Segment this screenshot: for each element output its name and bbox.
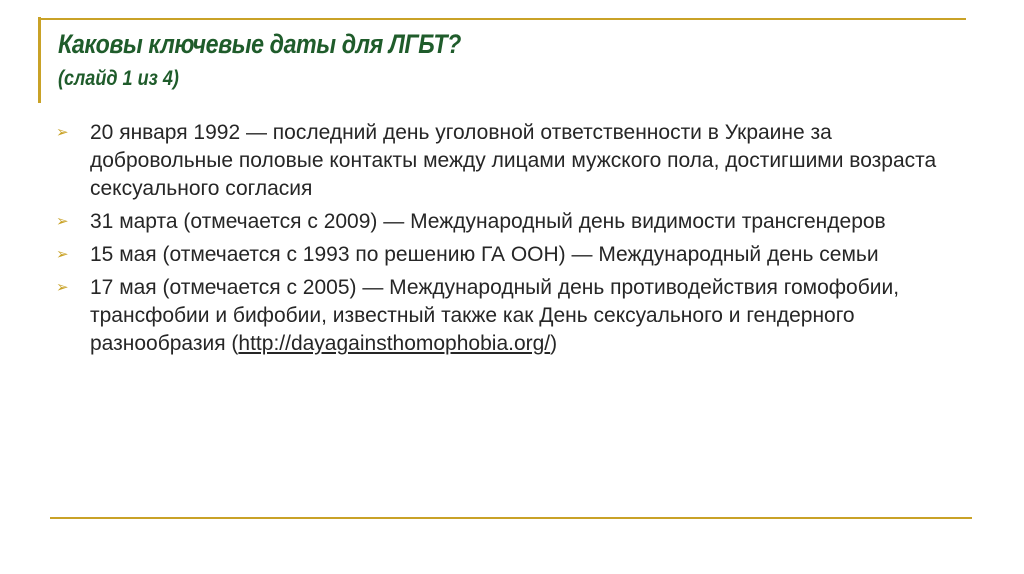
- bullet-item-may-15: [56, 241, 956, 269]
- bullet-text: 31 марта (отмечается с 2009) — Международный день видимости трансгендеров: [90, 210, 886, 233]
- bullet-item-may-17: [56, 274, 956, 358]
- bullet-text: 20 января 1992 — последний день уголовной ответственности в Украине за добровольные половые контакты между лицами мужского пола, достигшими возраста сексуального согласия: [90, 121, 937, 200]
- left-accent-line: [38, 17, 41, 103]
- slide-title: Каковы ключевые даты для ЛГБТ?: [58, 29, 461, 59]
- bullet-text: 17 мая (отмечается с 2005) — Международный день противодействия гомофобии, трансфобии и бифобии, известный также как День сексуального и гендерного разнообразия (: [90, 276, 900, 355]
- arrow-bullet-icon: ➢: [56, 124, 69, 141]
- arrow-bullet-icon: ➢: [56, 246, 69, 263]
- arrow-bullet-icon: ➢: [56, 213, 69, 230]
- arrow-bullet-icon: ➢: [56, 279, 69, 296]
- top-divider-line: [38, 18, 966, 20]
- bullet-list: [56, 119, 956, 363]
- bottom-divider-line: [50, 517, 972, 519]
- bullet-item-jan-20: [56, 119, 956, 203]
- slide-subtitle: (слайд 1 из 4): [58, 67, 179, 90]
- dayagainsthomophobia-link[interactable]: http://dayagainsthomophobia.org/: [238, 332, 551, 355]
- bullet-text-closing: ): [550, 332, 558, 355]
- bullet-text: 15 мая (отмечается с 1993 по решению ГА ООН) — Международный день семьи: [90, 243, 879, 266]
- bullet-item-mar-31: [56, 208, 956, 236]
